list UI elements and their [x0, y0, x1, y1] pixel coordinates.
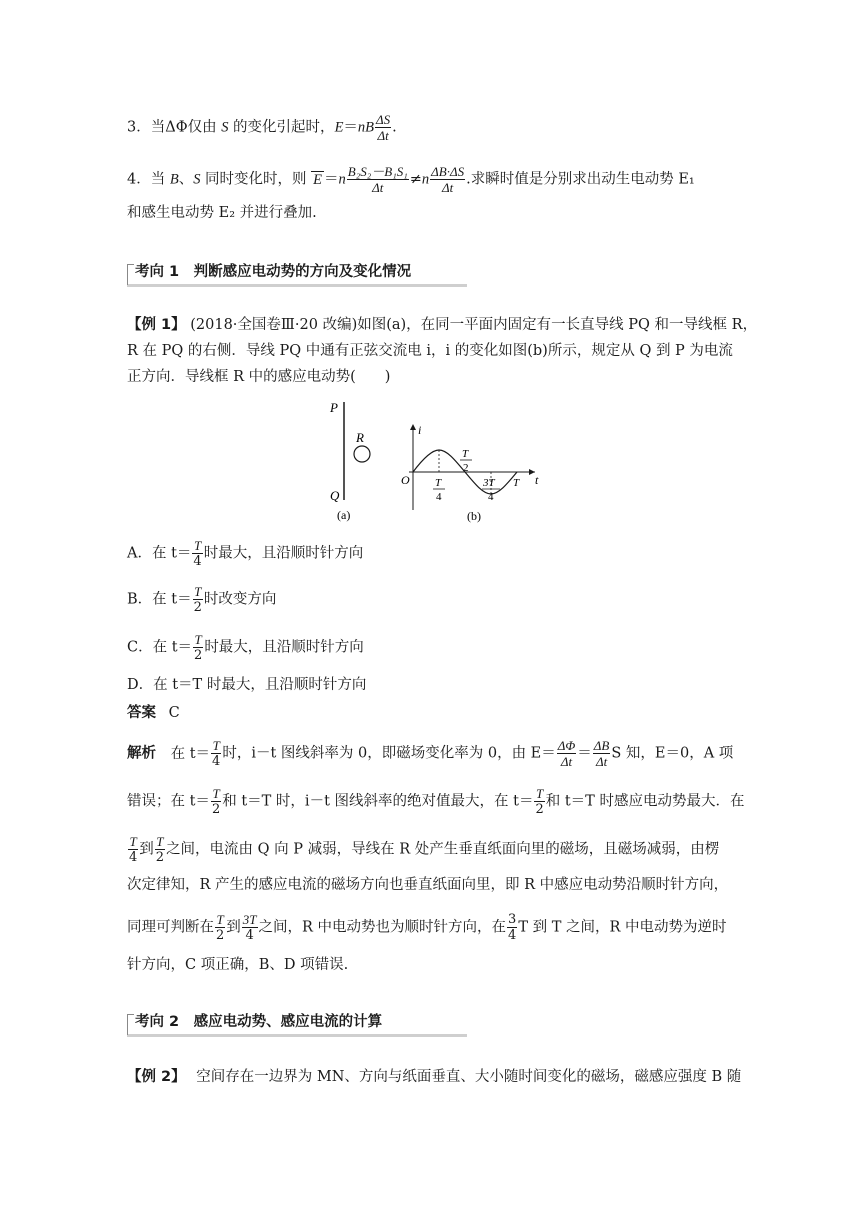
tick-t4-den: 4 [436, 491, 442, 503]
item-3-prefix: 3．当ΔΦ仅由 [127, 119, 222, 136]
frac-den: 4 [508, 928, 517, 943]
loop-r [354, 446, 370, 462]
frac-num: T [535, 786, 544, 801]
frac-den: 2 [535, 802, 544, 817]
var-n: n [338, 171, 346, 188]
text: 和 t＝T 时，i－t 图线斜率的绝对值最大，在 t＝ [222, 793, 534, 810]
frac-den: Δt [377, 128, 389, 143]
frac-num: ΔΦ [557, 738, 576, 753]
option-b-fraction [193, 584, 203, 615]
item-4-tail: .求瞬时值是分别求出动生电动势 E₁ [466, 171, 695, 188]
text: 到 [139, 841, 154, 858]
item-3-mid: 的变化引起时， [228, 119, 335, 136]
option-c-post: 时最大，且沿顺时针方向 [204, 639, 364, 656]
frac-num: T [194, 584, 202, 599]
example-label: 【例 2】 [127, 1069, 186, 1085]
tick-t2-den: 2 [463, 462, 469, 474]
equals: ＝ [324, 171, 339, 188]
fraction-ds-dt [375, 112, 391, 143]
answer-value: C [168, 705, 180, 721]
label-t: t [535, 473, 539, 487]
option-a-post: 时最大，且沿顺时针方向 [203, 545, 364, 562]
var-n: n [357, 119, 366, 136]
fraction [128, 834, 138, 865]
section-header-1 [127, 258, 467, 287]
option-c-pre: C．在 t＝ [127, 639, 193, 656]
analysis-line-1 [127, 738, 733, 769]
option-d: D．在 t＝T 时最大，且沿顺时针方向 [127, 677, 367, 693]
equals: ＝ [577, 745, 592, 762]
section-corner [127, 264, 134, 285]
figure-b [395, 420, 545, 525]
var-e-bar: E [313, 171, 323, 188]
frac-num: T [216, 912, 224, 927]
axis-i-arrow [410, 424, 416, 430]
text: 和 t＝T 时感应电动势最大．在 [545, 793, 745, 810]
analysis-line-4: 次定律知，R 产生的感应电流的磁场方向也垂直纸面向里，即 R 中感应电动势沿顺时针方向， [127, 877, 729, 893]
frac-den: 2 [194, 648, 203, 663]
fraction-flux-change [347, 164, 409, 195]
figure-a [320, 398, 380, 523]
item-4-prefix: 4．当 [127, 171, 170, 188]
var-s: S [193, 171, 201, 188]
frac-num: B₂S₂－B₁S₁ [347, 164, 408, 179]
item-4-line-2: 和感生电动势 E₂ 并进行叠加. [127, 205, 317, 221]
var-e: E [334, 119, 344, 136]
frac-den: Δt [595, 754, 608, 769]
frac-num: T [212, 786, 220, 801]
fraction [211, 738, 221, 769]
option-a-fraction [192, 538, 202, 569]
tick-t2-num: T [462, 448, 469, 460]
fraction [534, 786, 544, 817]
option-b-pre: B．在 t＝ [127, 591, 192, 608]
section-corner [127, 1014, 134, 1035]
frac-den: Δt [372, 180, 384, 195]
frac-num: 3 [508, 912, 517, 927]
option-b-post: 时改变方向 [203, 591, 277, 608]
var-s: S [221, 119, 229, 136]
answer-line [127, 702, 180, 724]
label-q: Q [330, 488, 340, 503]
frac-num: T [194, 632, 202, 647]
analysis-line-3 [127, 834, 719, 865]
text: 之间，电流由 Q 向 P 减弱，导线在 R 处产生垂直纸面向里的磁场，且磁场减弱，由楞 [166, 841, 720, 858]
caption-a: (a) [337, 508, 351, 522]
frac-den: 2 [211, 802, 221, 817]
text: 到 [226, 919, 241, 936]
frac-num: ΔB [593, 738, 610, 753]
fraction [557, 738, 577, 769]
frac-den: 4 [212, 754, 221, 769]
frac-den: 2 [216, 928, 225, 943]
example-text: (2018·全国卷Ⅲ·20 改编)如图(a)，在同一平面内固定有一长直导线 PQ 和一导线框 R， [190, 317, 758, 333]
text: 之间，R 中电动势也为顺时针方向，在 [258, 919, 507, 936]
frac-den: Δt [442, 180, 454, 195]
fraction [507, 912, 517, 943]
label-o: O [401, 473, 410, 487]
frac-num: T [156, 834, 164, 849]
tick-3t4-num: 3T [483, 477, 495, 489]
text: 错误；在 t＝ [127, 793, 210, 810]
not-equal: ≠ [409, 171, 422, 188]
text: 在 t＝ [170, 745, 211, 762]
fraction [242, 912, 258, 943]
frac-num: T [212, 738, 220, 753]
analysis-line-5 [127, 912, 727, 943]
example-1-line-3: 正方向．导线框 R 中的感应电动势( ) [127, 369, 391, 385]
var-n: n [421, 171, 430, 188]
option-a-pre: A．在 t＝ [127, 545, 192, 562]
option-a [127, 538, 363, 569]
item-4-mid: 同时变化时，则 [200, 171, 307, 188]
frac-den: 4 [129, 850, 138, 865]
frac-num: T [193, 538, 202, 553]
var-b: B [365, 119, 375, 136]
section-title: 考向 2 感应电动势、感应电流的计算 [135, 1014, 383, 1030]
example-1-line-2: R 在 PQ 的右侧．导线 PQ 中通有正弦交流电 i，i 的变化如图(b)所示，规定从 Q 到 P 为电流 [127, 343, 733, 359]
answer-label: 答案 [127, 705, 156, 721]
caption-b: (b) [467, 509, 481, 523]
frac-den: 4 [193, 554, 202, 569]
example-2-line-1 [127, 1066, 741, 1088]
fraction [215, 912, 225, 943]
option-c [127, 632, 364, 663]
fraction [593, 738, 611, 769]
frac-num: T [129, 834, 137, 849]
example-1-line-1 [127, 314, 757, 336]
fraction [211, 786, 221, 817]
var-b: B [169, 171, 179, 188]
example-text: 空间存在一边界为 MN、方向与纸面垂直、大小随时间变化的磁场，磁感应强度 B 随 [196, 1069, 742, 1085]
frac-den: Δt [560, 754, 573, 769]
text: 时，i－t 图线斜率为 0，即磁场变化率为 0，由 E＝ [222, 745, 556, 762]
label-i: i [418, 423, 422, 437]
analysis-label: 解析 [127, 745, 156, 762]
example-label: 【例 1】 [127, 317, 186, 333]
item-3 [127, 112, 397, 143]
text: 同理可判断在 [127, 919, 214, 936]
option-c-fraction [193, 632, 203, 663]
frac-num: ΔB·ΔS [431, 164, 465, 179]
section-header-2 [127, 1008, 467, 1037]
analysis-line-6: 针方向，C 项正确，B、D 项错误. [127, 957, 349, 973]
label-r: R [356, 430, 364, 445]
option-b [127, 584, 276, 615]
tick-t4-num: T [435, 477, 442, 489]
period: . [392, 119, 397, 136]
tick-t: T [513, 477, 520, 489]
frac-den: 2 [155, 850, 165, 865]
fraction [155, 834, 165, 865]
text: T 到 T 之间，R 中电动势为逆时 [518, 919, 727, 936]
frac-den: 4 [245, 928, 254, 943]
tick-3t4-den: 4 [488, 491, 494, 503]
separator: 、 [178, 171, 194, 188]
label-p: P [330, 400, 338, 415]
analysis-line-2 [127, 786, 744, 817]
fraction-db-ds [430, 164, 465, 195]
frac-num: ΔS [376, 112, 391, 127]
item-4 [127, 164, 695, 195]
section-title: 考向 1 判断感应电动势的方向及变化情况 [135, 264, 412, 280]
frac-num: 3T [242, 912, 257, 927]
frac-den: 2 [193, 600, 202, 615]
equals: ＝ [343, 119, 358, 136]
text: S 知，E＝0，A 项 [611, 745, 734, 762]
